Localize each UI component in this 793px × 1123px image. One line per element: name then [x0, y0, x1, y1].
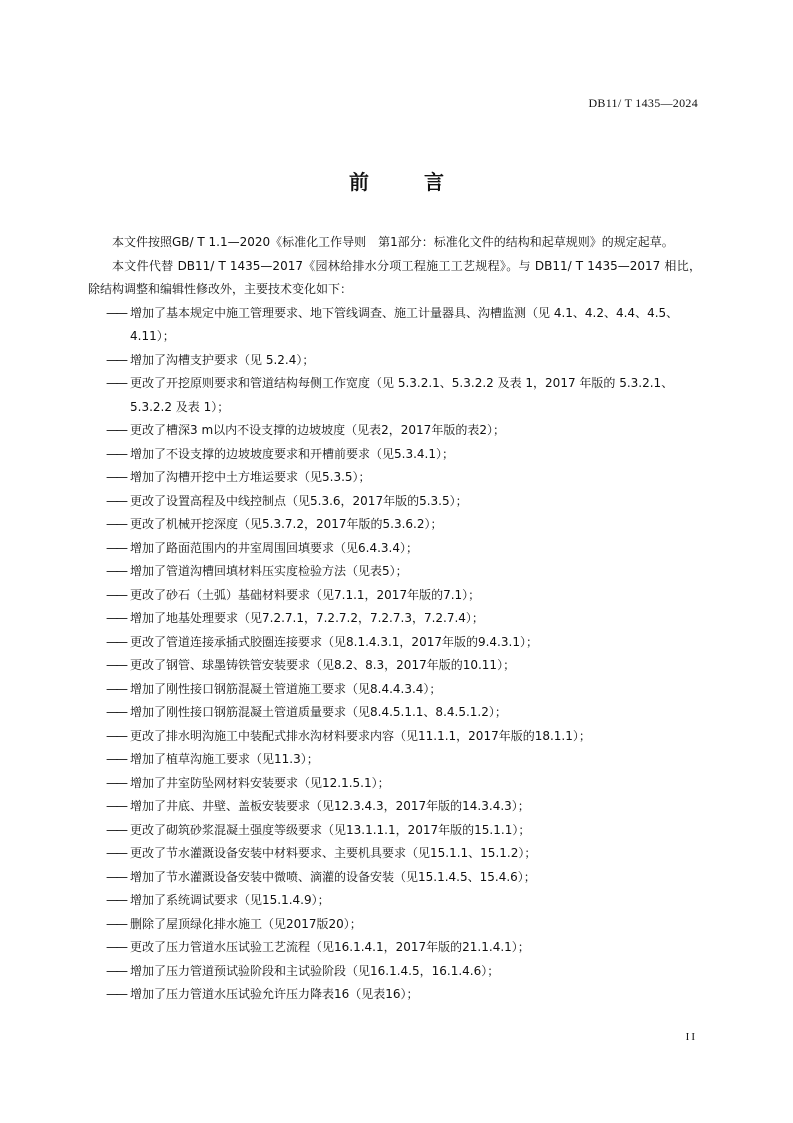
list-dash: —— — [106, 446, 126, 461]
change-item — [88, 584, 701, 608]
change-list — [88, 302, 701, 1007]
change-item — [88, 631, 701, 655]
list-dash: —— — [106, 470, 126, 484]
list-dash: —— — [106, 564, 126, 578]
list-dash: —— — [106, 916, 126, 931]
change-text: 增加了节水灌溉设备安装中微喷、滴灌的设备安装（见15.1.4.5、15.4.6）； — [130, 869, 536, 884]
change-item — [88, 960, 701, 984]
change-text: 增加了系统调试要求（见15.1.4.9）； — [130, 893, 330, 907]
change-text: 增加了压力管道预试验阶段和主试验阶段（见16.1.4.5，16.1.4.6）； — [130, 963, 500, 978]
list-dash: —— — [106, 658, 126, 672]
change-text: 更改了设置高程及中线控制点（见5.3.6，2017年版的5.3.5）； — [130, 493, 468, 508]
change-text: 增加了不设支撑的边坡坡度要求和开槽前要求（见5.3.4.1）； — [130, 446, 454, 461]
list-dash: —— — [106, 352, 126, 367]
change-item — [88, 466, 701, 490]
change-text: 增加了井底、井壁、盖板安装要求（见12.3.4.3，2017年版的14.3.4.3）； — [130, 799, 530, 813]
change-text: 增加了管道沟槽回填材料压实度检验方法（见表5）； — [130, 564, 408, 578]
change-item — [88, 607, 701, 631]
change-text: 更改了钢管、球墨铸铁管安装要求（见8.2、8.3，2017年版的10.11）； — [130, 658, 516, 672]
document-code: DB11/ T 1435—2024 — [588, 96, 698, 110]
change-text: 增加了基本规定中施工管理要求、地下管线调查、施工计量器具、沟槽监测（见 4.1、4.2、4.4、4.5、4.11）； — [130, 305, 679, 343]
change-text: 更改了砌筑砂浆混凝土强度等级要求（见13.1.1.1，2017年版的15.1.1）； — [130, 822, 531, 837]
list-dash: —— — [106, 799, 126, 813]
change-text: 更改了槽深3 m以内不设支撑的边坡坡度（见表2，2017年版的表2）； — [130, 423, 505, 437]
list-dash: —— — [106, 963, 126, 978]
change-item — [88, 842, 701, 866]
change-item — [88, 349, 701, 373]
list-dash: —— — [106, 869, 126, 884]
change-item — [88, 490, 701, 514]
list-dash: —— — [106, 611, 126, 625]
list-dash: —— — [106, 846, 126, 860]
page-title: 前 言 — [349, 170, 468, 194]
list-dash: —— — [106, 752, 126, 766]
change-item — [88, 443, 701, 467]
list-dash: —— — [106, 305, 126, 320]
list-dash: —— — [106, 681, 126, 696]
list-dash: —— — [106, 517, 126, 531]
list-dash: —— — [106, 587, 126, 602]
list-dash: —— — [106, 893, 126, 907]
change-text: 更改了开挖原则要求和管道结构每侧工作宽度（见 5.3.2.1、5.3.2.2 及表 1，2017 年版的 5.3.2.1、5.3.2.2 及表 1）； — [130, 376, 674, 414]
change-text: 更改了排水明沟施工中装配式排水沟材料要求内容（见11.1.1，2017年版的18.1.1）； — [130, 728, 591, 743]
list-dash: —— — [106, 493, 126, 508]
page-number: II — [685, 1031, 697, 1043]
list-dash: —— — [106, 705, 126, 719]
change-text: 增加了井室防坠网材料安装要求（见12.1.5.1）； — [130, 775, 390, 790]
list-dash: —— — [106, 540, 126, 555]
foreword-body — [88, 231, 701, 1007]
change-text: 增加了沟槽支护要求（见 5.2.4）； — [130, 352, 315, 367]
change-item — [88, 748, 701, 772]
change-item — [88, 725, 701, 749]
change-item — [88, 701, 701, 725]
change-item — [88, 889, 701, 913]
change-text: 增加了地基处理要求（见7.2.7.1，7.2.7.2，7.2.7.3，7.2.7.4）； — [130, 611, 484, 625]
change-text: 增加了压力管道水压试验允许压力降表16（见表16）； — [130, 987, 419, 1001]
change-item — [88, 983, 701, 1007]
change-text: 更改了节水灌溉设备安装中材料要求、主要机具要求（见15.1.1、15.1.2）； — [130, 846, 537, 860]
change-item — [88, 654, 701, 678]
change-item — [88, 866, 701, 890]
intro-paragraph: 本文件按照GB/ T 1.1—2020《标准化工作导则 第1部分：标准化文件的结构和起草规则》的规定起草。 — [112, 235, 674, 249]
change-text: 增加了刚性接口钢筋混凝土管道质量要求（见8.4.5.1.1、8.4.5.1.2）； — [130, 705, 507, 719]
change-item — [88, 819, 701, 843]
list-dash: —— — [106, 775, 126, 790]
list-dash: —— — [106, 423, 126, 437]
change-item — [88, 678, 701, 702]
list-dash: —— — [106, 822, 126, 837]
list-dash: —— — [106, 728, 126, 743]
change-item — [88, 513, 701, 537]
change-item — [88, 537, 701, 561]
change-text: 增加了路面范围内的井室周围回填要求（见6.4.3.4）； — [130, 540, 418, 555]
change-item — [88, 795, 701, 819]
change-text: 删除了屋顶绿化排水施工（见2017版20）； — [130, 916, 362, 931]
change-text: 更改了砂石（土弧）基础材料要求（见7.1.1，2017年版的7.1）； — [130, 587, 481, 602]
change-text: 更改了压力管道水压试验工艺流程（见16.1.4.1，2017年版的21.1.4.1）； — [130, 940, 530, 954]
change-text: 增加了沟槽开挖中土方堆运要求（见5.3.5）； — [130, 470, 371, 484]
change-item — [88, 936, 701, 960]
replacement-paragraph: 本文件代替 DB11/ T 1435—2017《园林给排水分项工程施工工艺规程》。与 DB11/ T 1435—2017 相比，除结构调整和编辑性修改外，主要技术变化如下： — [88, 258, 701, 296]
change-text: 增加了植草沟施工要求（见11.3）； — [130, 752, 319, 766]
list-dash: —— — [106, 940, 126, 954]
change-text: 增加了刚性接口钢筋混凝土管道施工要求（见8.4.4.3.4）； — [130, 681, 442, 696]
change-item — [88, 302, 701, 349]
list-dash: —— — [106, 634, 126, 649]
list-dash: —— — [106, 987, 126, 1001]
list-dash: —— — [106, 376, 126, 390]
change-item — [88, 372, 701, 419]
change-text: 更改了管道连接承插式胶圈连接要求（见8.1.4.3.1，2017年版的9.4.3.1）； — [130, 634, 538, 649]
change-item — [88, 419, 701, 443]
change-text: 更改了机械开挖深度（见5.3.7.2，2017年版的5.3.6.2）； — [130, 517, 443, 531]
change-item — [88, 560, 701, 584]
change-item — [88, 913, 701, 937]
change-item — [88, 772, 701, 796]
